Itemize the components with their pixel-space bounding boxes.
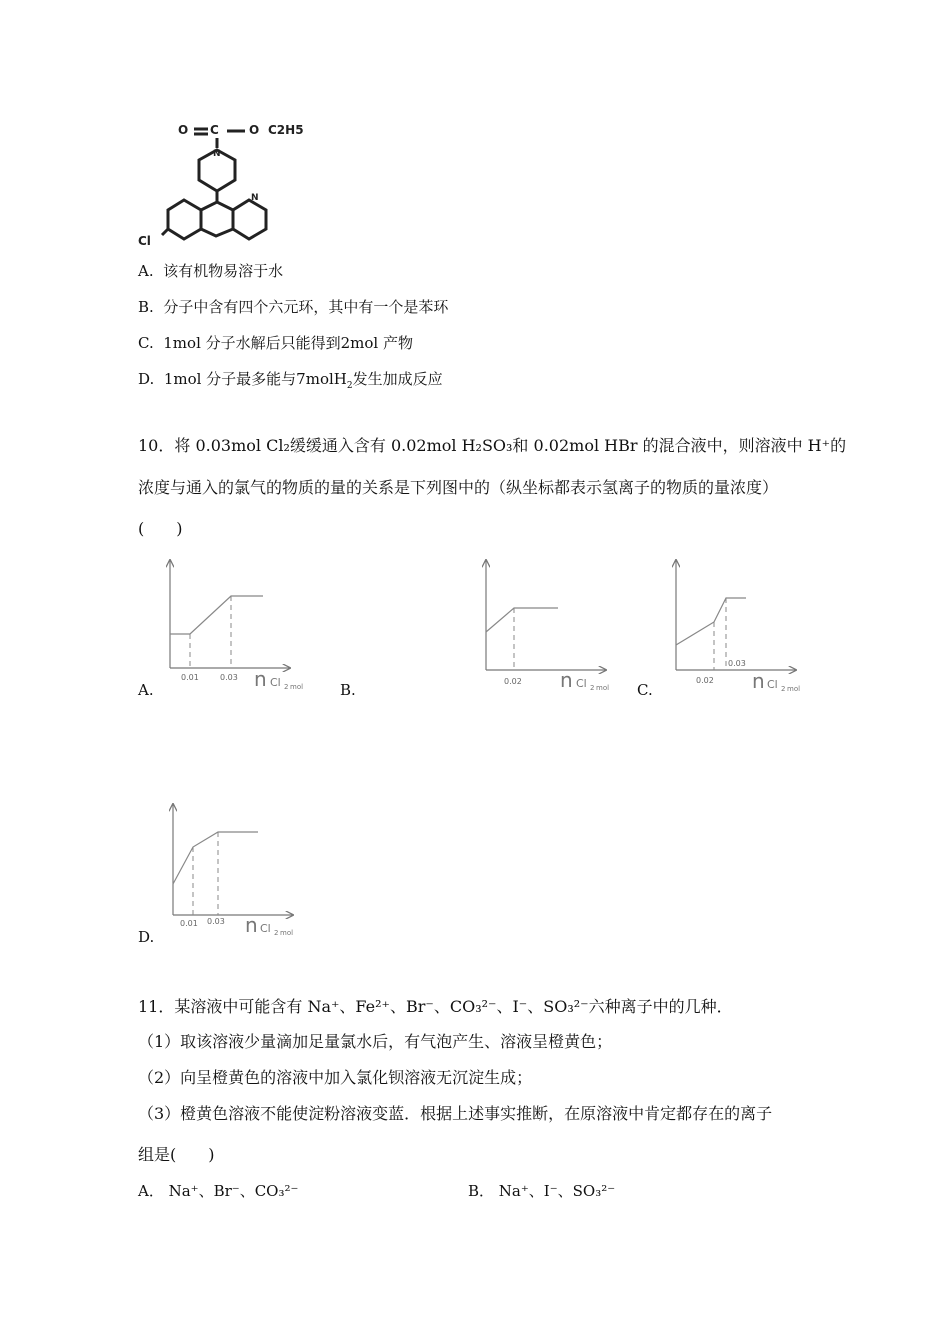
graph-b-line <box>486 608 558 632</box>
graph-c <box>666 552 816 697</box>
graph-a-axis-2: 2 <box>284 683 289 691</box>
q9-option-b-text: 分子中含有四个六元环，其中有一个是苯环 <box>163 298 449 316</box>
q11-statement-3: （3）橙黄色溶液不能使淀粉溶液变蓝．根据上述事实推断，在原溶液中肯定都存在的离子 <box>138 1104 773 1123</box>
q11-statement-1: （1）取该溶液少量滴加足量氯水后，有气泡产生、溶液呈橙黄色； <box>138 1032 613 1051</box>
graph-d-axis-2: 2 <box>274 929 279 937</box>
atom-n2: N <box>251 193 259 203</box>
q11-stem: 11．某溶液中可能含有 Na⁺、Fe²⁺、Br⁻、CO₃²⁻、I⁻、SO₃²⁻六种离子中的几种． <box>138 997 733 1016</box>
graph-d-tick-003: 0.03 <box>207 917 225 926</box>
graph-d-label: D. <box>138 928 155 946</box>
q11-option-b: B． Na⁺、I⁻、SO₃²⁻ <box>468 1182 616 1200</box>
graph-a-axis-n: n <box>254 667 267 691</box>
graph-b-axis-2: 2 <box>590 684 595 692</box>
q9-option-c <box>138 333 413 353</box>
graph-c-line <box>676 598 746 645</box>
graph-b <box>476 552 626 697</box>
q9-option-d-text-after: 发生加成反应 <box>352 370 443 388</box>
graph-c-tick-002: 0.02 <box>696 676 714 685</box>
q9-option-c-letter: C. <box>138 334 154 352</box>
graph-a <box>160 552 340 697</box>
graph-d-line <box>173 832 258 884</box>
graph-b-label: B. <box>340 681 356 699</box>
structure-diagram <box>138 118 320 253</box>
graph-a-tick-003: 0.03 <box>220 673 238 682</box>
graph-c-label: C. <box>637 681 653 699</box>
graph-c-axis-cl: Cl <box>767 678 778 691</box>
q9-option-d-text-before: 1mol 分子最多能与7molH <box>163 370 347 388</box>
graph-d <box>163 798 333 943</box>
q10-stem-line2: 浓度与通入的氯气的物质的量的关系是下列图中的（纵坐标都表示氢离子的物质的量浓度） <box>138 478 779 497</box>
q9-option-a-letter: A. <box>138 262 154 280</box>
graph-b-tick-002: 0.02 <box>504 677 522 686</box>
graph-d-tick-001: 0.01 <box>180 919 198 928</box>
q9-option-d-letter: D. <box>138 370 155 388</box>
atom-cl: Cl <box>138 234 151 248</box>
graph-b-axis-n: n <box>560 668 573 692</box>
graph-a-label: A. <box>138 681 154 699</box>
q11-blank-line: 组是( ) <box>138 1145 215 1164</box>
atom-o2: O <box>249 123 260 137</box>
graph-d-axis-mol: mol <box>280 929 294 937</box>
q9-option-d <box>138 369 443 396</box>
atom-c: C <box>210 123 219 137</box>
q9-option-d-sub: 2 <box>346 381 353 391</box>
graph-a-tick-001: 0.01 <box>181 673 199 682</box>
graph-c-axis-n: n <box>752 669 765 693</box>
graph-a-axis-cl: Cl <box>270 676 281 689</box>
graph-b-axis-mol: mol <box>596 684 610 692</box>
q11-statement-2: （2）向呈橙黄色的溶液中加入氯化钡溶液无沉淀生成； <box>138 1068 533 1087</box>
q11-option-a: A． Na⁺、Br⁻、CO₃²⁻ <box>138 1182 299 1200</box>
graph-b-axis-cl: Cl <box>576 677 587 690</box>
q9-option-c-text: 1mol 分子水解后只能得到2mol 产物 <box>163 334 413 352</box>
graph-d-axis-n: n <box>245 913 258 937</box>
graph-a-line <box>170 596 263 634</box>
q9-option-b <box>138 297 448 317</box>
graph-c-tick-003: 0.03 <box>728 659 746 668</box>
q10-blank: ( ) <box>138 519 183 538</box>
graph-d-axis-cl: Cl <box>260 922 271 935</box>
q9-option-a-text: 该有机物易溶于水 <box>163 262 284 280</box>
atom-n1: N <box>213 149 221 159</box>
atom-ethyl: C2H5 <box>268 123 304 137</box>
q9-option-b-letter: B. <box>138 298 154 316</box>
graph-c-axis-mol: mol <box>787 685 801 693</box>
graph-a-axis-mol: mol <box>290 683 304 691</box>
atom-o1: O <box>178 123 189 137</box>
graph-c-axis-2: 2 <box>781 685 786 693</box>
q9-option-a <box>138 261 283 281</box>
q10-stem-line1: 10．将 0.03mol Cl₂缓缓通入含有 0.02mol H₂SO₃和 0.02mol HBr 的混合液中，则溶液中 H⁺的 <box>138 436 847 455</box>
